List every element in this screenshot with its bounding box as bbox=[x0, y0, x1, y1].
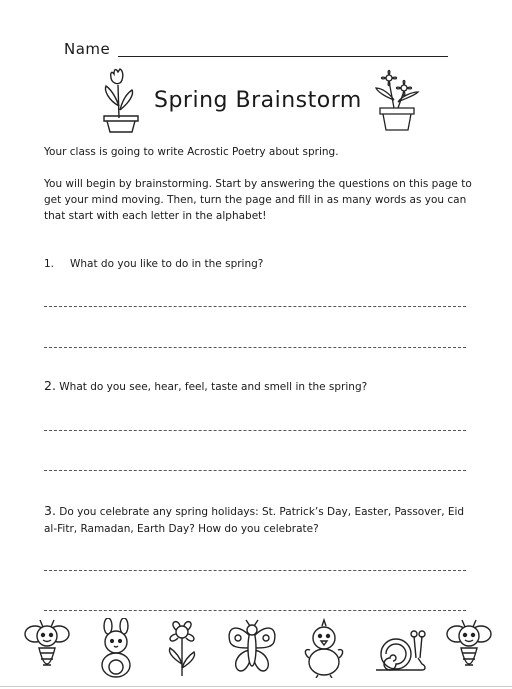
question-text: What do you like to do in the spring? bbox=[70, 258, 264, 270]
bee-icon bbox=[22, 618, 72, 678]
critter-border bbox=[18, 618, 502, 680]
intro-paragraph-1: Your class is going to write Acrostic Poetry about spring. bbox=[44, 146, 339, 158]
worksheet-title: Spring Brainstorm bbox=[154, 88, 362, 113]
answer-line[interactable] bbox=[44, 347, 466, 348]
page-bottom-rule bbox=[0, 686, 512, 687]
question-1 bbox=[44, 256, 470, 273]
question-2 bbox=[44, 377, 470, 396]
answer-line[interactable] bbox=[44, 610, 466, 611]
snail-icon bbox=[372, 618, 428, 678]
question-number: 1. bbox=[44, 258, 55, 270]
answer-line[interactable] bbox=[44, 306, 466, 307]
name-line[interactable] bbox=[118, 56, 448, 57]
question-number: 2. bbox=[44, 378, 56, 393]
tulip-pot-icon bbox=[100, 66, 144, 136]
butterfly-icon bbox=[224, 618, 280, 678]
bunny-icon bbox=[94, 618, 138, 678]
question-3 bbox=[44, 502, 470, 538]
bee-icon bbox=[444, 618, 494, 678]
chick-icon bbox=[302, 618, 346, 678]
answer-line[interactable] bbox=[44, 470, 466, 471]
name-label: Name bbox=[64, 40, 111, 58]
question-text: What do you see, hear, feel, taste and smell in the spring? bbox=[59, 381, 368, 393]
question-text: Do you celebrate any spring holidays: St. Patrick’s Day, Easter, Passover, Eid al-Fitr, Ramadan, Earth Day? How do you celebrate? bbox=[44, 506, 465, 535]
question-number: 3. bbox=[44, 503, 56, 518]
answer-line[interactable] bbox=[44, 570, 466, 571]
intro-paragraph-2: You will begin by brainstorming. Start by answering the questions on this page to get your mind moving. Then, turn the page and fill in as many words as you can that start with each letter in the alphabet! bbox=[44, 178, 472, 222]
answer-line[interactable] bbox=[44, 430, 466, 431]
flower-icon bbox=[160, 618, 204, 678]
flower-pot-icon bbox=[372, 66, 422, 136]
